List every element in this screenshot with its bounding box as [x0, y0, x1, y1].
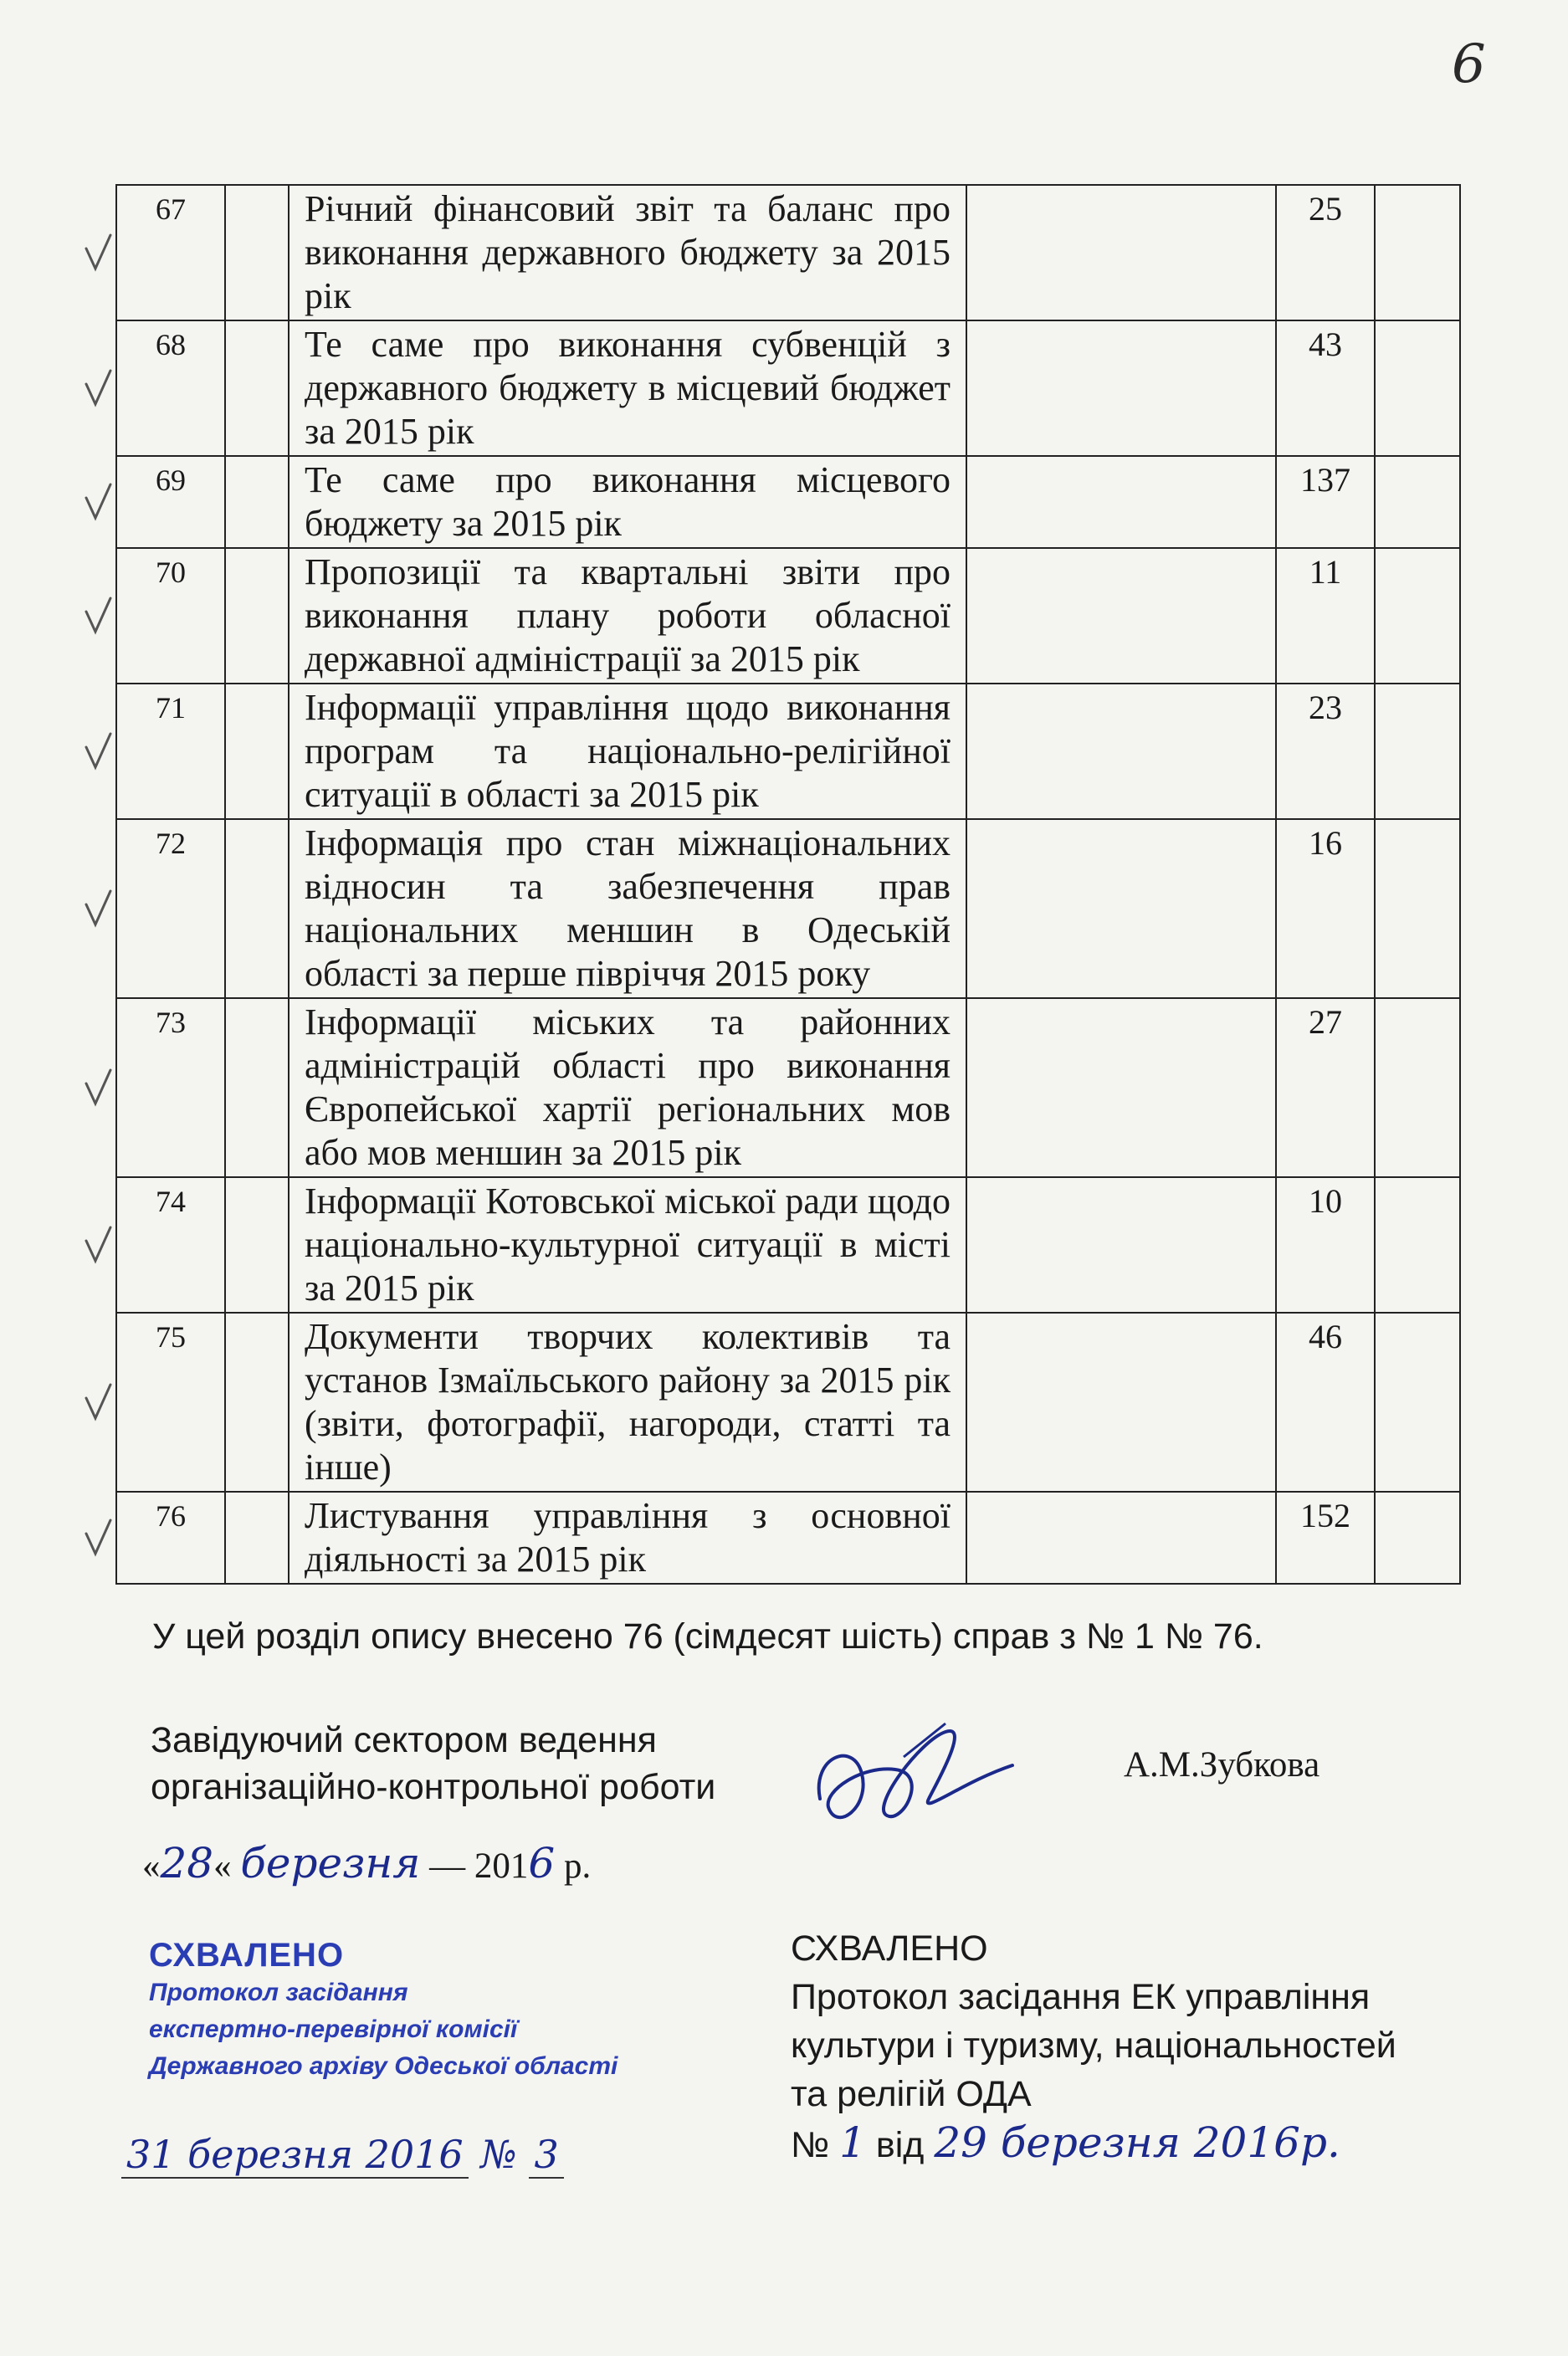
case-note-cell [1375, 320, 1460, 456]
case-dates-cell [966, 1313, 1276, 1492]
table-row [116, 1313, 1460, 1492]
date-tail: р. [563, 1846, 592, 1886]
case-note-cell [1375, 998, 1460, 1177]
table-row [116, 548, 1460, 684]
approval-line3: та релігій ОДА [791, 2074, 1032, 2114]
case-dates-cell [966, 998, 1276, 1177]
approval-title: СХВАЛЕНО [791, 1928, 988, 1969]
approval-protocol [791, 2118, 1396, 2169]
table-row [116, 998, 1460, 1177]
case-index-cell [225, 548, 289, 684]
date-month: березня [240, 1839, 421, 1887]
page-number: 6 [1452, 33, 1486, 95]
case-number: 68 [116, 320, 225, 456]
case-dates-cell [966, 819, 1276, 998]
case-title: Інформація про стан міжнаціональних відносин та забезпечення прав національних меншин в Одеській області за перше півріччя 2015 року [289, 819, 966, 998]
case-sheet-count: 46 [1276, 1313, 1375, 1492]
table-row [116, 1177, 1460, 1313]
date-day: 28 [160, 1839, 214, 1887]
check-mark-icon [82, 1381, 115, 1423]
check-mark-icon [82, 888, 115, 930]
approval-line2: культури і туризму, національностей [791, 2026, 1396, 2066]
department-approval [791, 1924, 1396, 2169]
case-number: 72 [116, 819, 225, 998]
case-sheet-count: 10 [1276, 1177, 1375, 1313]
case-note-cell [1375, 1313, 1460, 1492]
check-mark-icon [82, 595, 115, 637]
head-position [151, 1717, 715, 1811]
case-index-cell [225, 1313, 289, 1492]
stamp-title: СХВАЛЕНО [149, 1937, 345, 1974]
case-sheet-count: 25 [1276, 185, 1375, 320]
case-title: Пропозиції та квартальні звіти про виконання плану роботи обласної державної адміністрації за 2015 рік [289, 548, 966, 684]
check-mark-icon [82, 232, 115, 274]
case-dates-cell [966, 1492, 1276, 1584]
case-index-cell [225, 819, 289, 998]
signature-date: «28« березня — 2016 р. [142, 1839, 592, 1887]
table-row [116, 456, 1460, 548]
approval-date: 29 березня 2016р. [934, 2118, 1340, 2167]
case-note-cell [1375, 819, 1460, 998]
approval-from-label: від [875, 2125, 925, 2165]
case-sheet-count: 137 [1276, 456, 1375, 548]
case-note-cell [1375, 1492, 1460, 1584]
case-note-cell [1375, 1177, 1460, 1313]
case-number: 70 [116, 548, 225, 684]
case-note-cell [1375, 684, 1460, 819]
signature-icon [803, 1707, 1021, 1849]
case-title: Річний фінансовий звіт та баланс про виконання державного бюджету за 2015 рік [289, 185, 966, 320]
case-dates-cell [966, 1177, 1276, 1313]
case-index-cell [225, 998, 289, 1177]
stamp-line1: Протокол засідання [149, 1979, 408, 2006]
check-mark-icon [82, 1224, 115, 1266]
table-row [116, 819, 1460, 998]
stamp-date-value: 31 березня 2016 [121, 2132, 469, 2179]
table-row [116, 1492, 1460, 1584]
stamp-date-num: 3 [529, 2132, 563, 2179]
case-number: 73 [116, 998, 225, 1177]
case-number: 74 [116, 1177, 225, 1313]
date-year-prefix: 201 [474, 1846, 529, 1886]
check-mark-icon [82, 367, 115, 409]
case-title: Листування управління з основної діяльності за 2015 рік [289, 1492, 966, 1584]
summary-text: У цей розділ опису внесено 76 (сімдесят шість) справ з № 1 № 76. [152, 1616, 1263, 1657]
case-number: 75 [116, 1313, 225, 1492]
case-number: 71 [116, 684, 225, 819]
case-index-cell [225, 456, 289, 548]
table-row [116, 185, 1460, 320]
case-index-cell [225, 1177, 289, 1313]
case-sheet-count: 27 [1276, 998, 1375, 1177]
case-sheet-count: 43 [1276, 320, 1375, 456]
case-sheet-count: 11 [1276, 548, 1375, 684]
case-title: Те саме про виконання місцевого бюджету за 2015 рік [289, 456, 966, 548]
case-index-cell [225, 185, 289, 320]
check-mark-icon [82, 1517, 115, 1559]
approval-num-label: № [791, 2125, 830, 2165]
approval-num: 1 [839, 2118, 866, 2167]
case-index-cell [225, 320, 289, 456]
date-open-quote: « [142, 1846, 161, 1886]
case-number: 69 [116, 456, 225, 548]
case-title: Документи творчих колективів та установ Ізмаїльського району за 2015 рік (звіти, фотографії, нагороди, статті та інше) [289, 1313, 966, 1492]
date-year-suffix: 6 [528, 1839, 556, 1887]
case-title: Те саме про виконання субвенцій з державного бюджету в місцевий бюджет за 2015 рік [289, 320, 966, 456]
case-number: 76 [116, 1492, 225, 1584]
case-dates-cell [966, 684, 1276, 819]
stamp-line3: Державного архіву Одеської області [149, 2052, 618, 2080]
check-mark-icon [82, 730, 115, 772]
case-inventory-table [115, 184, 1461, 1585]
stamp-line2: експертно-перевірної комісії [149, 2015, 518, 2043]
case-note-cell [1375, 456, 1460, 548]
case-note-cell [1375, 185, 1460, 320]
case-dates-cell [966, 548, 1276, 684]
table-row [116, 684, 1460, 819]
case-title: Інформації управління щодо виконання програм та національно-релігійної ситуації в області за 2015 рік [289, 684, 966, 819]
case-dates-cell [966, 456, 1276, 548]
approval-line1: Протокол засідання ЕК управління [791, 1977, 1371, 2017]
case-title: Інформації міських та районних адміністрацій області про виконання Європейської хартії регіональних мов або мов меншин за 2015 рік [289, 998, 966, 1177]
archive-approval-stamp [149, 1937, 617, 2085]
case-number: 67 [116, 185, 225, 320]
case-sheet-count: 152 [1276, 1492, 1375, 1584]
table-row [116, 320, 1460, 456]
case-sheet-count: 23 [1276, 684, 1375, 819]
check-mark-icon [82, 1067, 115, 1109]
case-dates-cell [966, 320, 1276, 456]
stamp-date-num-label: № [480, 2132, 517, 2177]
case-title: Інформації Котовської міської ради щодо національно-культурної ситуації в місті за 2015 рік [289, 1177, 966, 1313]
case-index-cell [225, 684, 289, 819]
case-index-cell [225, 1492, 289, 1584]
case-dates-cell [966, 185, 1276, 320]
head-position-line2: організаційно-контрольної роботи [151, 1767, 716, 1807]
case-note-cell [1375, 548, 1460, 684]
head-name: А.М.Зубкова [1124, 1745, 1320, 1785]
date-close-quote: « [213, 1846, 232, 1886]
case-sheet-count: 16 [1276, 819, 1375, 998]
head-position-line1: Завідуючий сектором ведення [151, 1720, 657, 1760]
check-mark-icon [82, 481, 115, 523]
stamp-date [121, 2132, 564, 2177]
